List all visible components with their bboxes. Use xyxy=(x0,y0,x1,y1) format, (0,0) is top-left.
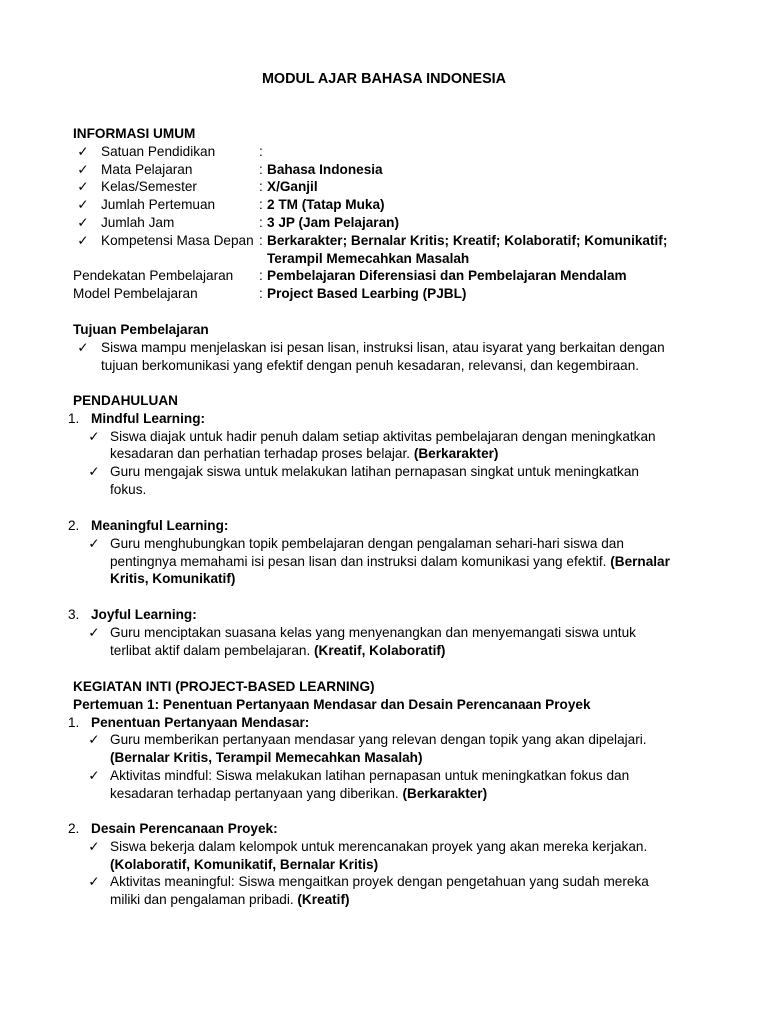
item-text: Guru memberikan pertanyaan mendasar yang relevan dengan topik yang akan dipelajari. xyxy=(110,732,647,748)
check-icon: ✓ xyxy=(88,767,100,783)
subsection-title: Mindful Learning: xyxy=(91,410,206,426)
list-item xyxy=(0,767,768,785)
check-icon: ✓ xyxy=(77,179,89,195)
model-value: Project Based Learbing (PJBL) xyxy=(267,286,467,302)
info-colon: : xyxy=(259,286,263,302)
tujuan-text: Siswa mampu menjelaskan isi pesan lisan, instruksi lisan, atau isyarat yang berkaitan dengan xyxy=(101,339,665,355)
info-colon: : xyxy=(259,214,263,230)
list-item xyxy=(0,838,768,856)
item-text: terlibat aktif dalam pembelajaran. xyxy=(110,642,311,658)
pendekatan-value: Pembelajaran Diferensiasi dan Pembelajaran Mendalam xyxy=(267,268,627,284)
pendahuluan-section xyxy=(0,392,768,499)
item-text: Guru menciptakan suasana kelas yang menyenangkan dan menyemangati siswa untuk xyxy=(110,624,636,640)
item-text: Guru menghubungkan topik pembelajaran dengan pengalaman sehari-hari siswa dan xyxy=(110,535,624,551)
info-row xyxy=(0,232,768,250)
numbered-heading xyxy=(0,517,768,535)
info-row xyxy=(0,161,768,179)
info-row xyxy=(0,285,768,303)
list-item xyxy=(0,463,768,481)
list-item xyxy=(0,428,768,446)
list-item xyxy=(0,624,768,642)
numbered-heading xyxy=(0,820,768,838)
info-row-continued xyxy=(0,250,768,268)
meaningful-section xyxy=(0,517,768,588)
info-colon: : xyxy=(259,268,263,284)
info-colon: : xyxy=(259,232,263,248)
pertemuan-heading: Pertemuan 1: Penentuan Pertanyaan Mendasar dan Desain Perencanaan Proyek xyxy=(73,696,591,712)
item-text: Aktivitas meaningful: Siswa mengaitkan proyek dengan pengetahuan yang sudah mereka xyxy=(110,874,649,890)
check-icon: ✓ xyxy=(77,339,89,355)
list-number: 2. xyxy=(68,518,80,533)
check-icon: ✓ xyxy=(77,161,89,177)
info-colon: : xyxy=(259,197,263,213)
list-item xyxy=(0,339,768,357)
check-icon: ✓ xyxy=(77,214,89,230)
item-text: Aktivitas mindful: Siswa melakukan latihan pernapasan untuk meningkatkan fokus dan xyxy=(110,767,630,783)
info-label: Mata Pelajaran xyxy=(101,161,193,177)
model-label: Model Pembelajaran xyxy=(73,286,198,302)
check-icon: ✓ xyxy=(88,428,100,444)
info-row xyxy=(0,214,768,232)
info-row xyxy=(0,178,768,196)
pendahuluan-heading: PENDAHULUAN xyxy=(73,393,178,408)
info-heading: INFORMASI UMUM xyxy=(73,126,196,141)
competency-tag: Kritis, Komunikatif) xyxy=(110,571,236,587)
document-title: MODUL AJAR BAHASA INDONESIA xyxy=(261,71,507,87)
numbered-heading xyxy=(0,714,768,732)
competency-tag: (Kreatif, Kolaboratif) xyxy=(314,642,446,658)
desain-section xyxy=(0,820,768,909)
check-icon: ✓ xyxy=(77,232,89,248)
info-row xyxy=(0,143,768,161)
item-text: kesadaran terhadap pertanyaan yang diberikan. xyxy=(110,785,399,801)
list-number: 3. xyxy=(68,607,80,622)
item-text: Siswa bekerja dalam kelompok untuk merencanakan proyek yang akan mereka kerjakan. xyxy=(110,838,648,854)
list-number: 1. xyxy=(68,714,80,730)
numbered-heading xyxy=(0,410,768,428)
info-value: 2 TM (Tatap Muka) xyxy=(267,197,385,213)
check-icon: ✓ xyxy=(88,874,100,890)
info-label: Satuan Pendidikan xyxy=(101,143,216,159)
info-label: Kompetensi Masa Depan xyxy=(101,232,254,248)
item-text: Guru mengajak siswa untuk melakukan latihan pernapasan singkat untuk meningkatkan xyxy=(110,464,639,480)
competency-tag: (Bernalar Kritis, Terampil Memecahkan Masalah) xyxy=(110,750,423,766)
info-value: Berkarakter; Bernalar Kritis; Kreatif; Kolaboratif; Komunikatif; xyxy=(267,232,668,248)
subsection-title: Desain Perencanaan Proyek: xyxy=(91,821,278,836)
list-item xyxy=(0,535,768,553)
info-value: Bahasa Indonesia xyxy=(267,161,383,177)
item-text: fokus. xyxy=(110,481,147,497)
check-icon: ✓ xyxy=(88,838,100,854)
pendekatan-label: Pendekatan Pembelajaran xyxy=(73,268,234,284)
competency-tag: (Bernalar xyxy=(610,553,670,569)
info-value: X/Ganjil xyxy=(267,179,318,195)
info-value: 3 JP (Jam Pelajaran) xyxy=(267,214,399,230)
joyful-section xyxy=(0,606,768,659)
list-item xyxy=(0,873,768,891)
inti-heading: KEGIATAN INTI (PROJECT-BASED LEARNING) xyxy=(73,679,375,694)
info-value: Terampil Memecahkan Masalah xyxy=(267,250,470,266)
tujuan-text: tujuan berkomunikasi yang efektif dengan penuh kesadaran, relevansi, dan kegembiraan. xyxy=(101,357,640,373)
info-label: Kelas/Semester xyxy=(101,179,197,195)
info-label: Jumlah Jam xyxy=(101,214,175,230)
tujuan-heading: Tujuan Pembelajaran xyxy=(73,322,209,337)
info-row xyxy=(0,196,768,214)
check-icon: ✓ xyxy=(77,197,89,213)
item-text: kesadaran dan perhatian terhadap proses belajar. xyxy=(110,446,411,462)
competency-tag: (Kreatif) xyxy=(297,892,350,908)
tujuan-section xyxy=(0,321,768,374)
check-icon: ✓ xyxy=(77,143,89,159)
info-colon: : xyxy=(259,161,263,177)
info-colon: : xyxy=(259,179,263,195)
subsection-title: Joyful Learning: xyxy=(91,607,197,622)
info-row xyxy=(0,267,768,285)
info-section xyxy=(0,125,768,303)
numbered-heading xyxy=(0,606,768,624)
item-text: pentingnya memahami isi pesan lisan dan instruksi dalam komunikasi yang efektif. xyxy=(110,553,607,569)
info-colon: : xyxy=(259,143,263,159)
competency-tag: (Berkarakter) xyxy=(402,785,488,801)
list-number: 1. xyxy=(68,410,80,426)
subsection-title: Penentuan Pertanyaan Mendasar: xyxy=(91,714,310,730)
list-number: 2. xyxy=(68,821,80,836)
check-icon: ✓ xyxy=(88,732,100,748)
info-label: Jumlah Pertemuan xyxy=(101,197,216,213)
list-item xyxy=(0,731,768,749)
check-icon: ✓ xyxy=(88,535,100,551)
check-icon: ✓ xyxy=(88,464,100,480)
competency-tag: (Kolaboratif, Komunikatif, Bernalar Kritis) xyxy=(110,856,379,872)
item-text: Siswa diajak untuk hadir penuh dalam setiap aktivitas pembelajaran dengan meningkatkan xyxy=(110,428,656,444)
check-icon: ✓ xyxy=(88,624,100,640)
competency-tag: (Berkarakter) xyxy=(413,446,499,462)
inti-section xyxy=(0,678,768,803)
item-text: miliki dan pengalaman pribadi. xyxy=(110,892,294,908)
subsection-title: Meaningful Learning: xyxy=(91,518,229,533)
